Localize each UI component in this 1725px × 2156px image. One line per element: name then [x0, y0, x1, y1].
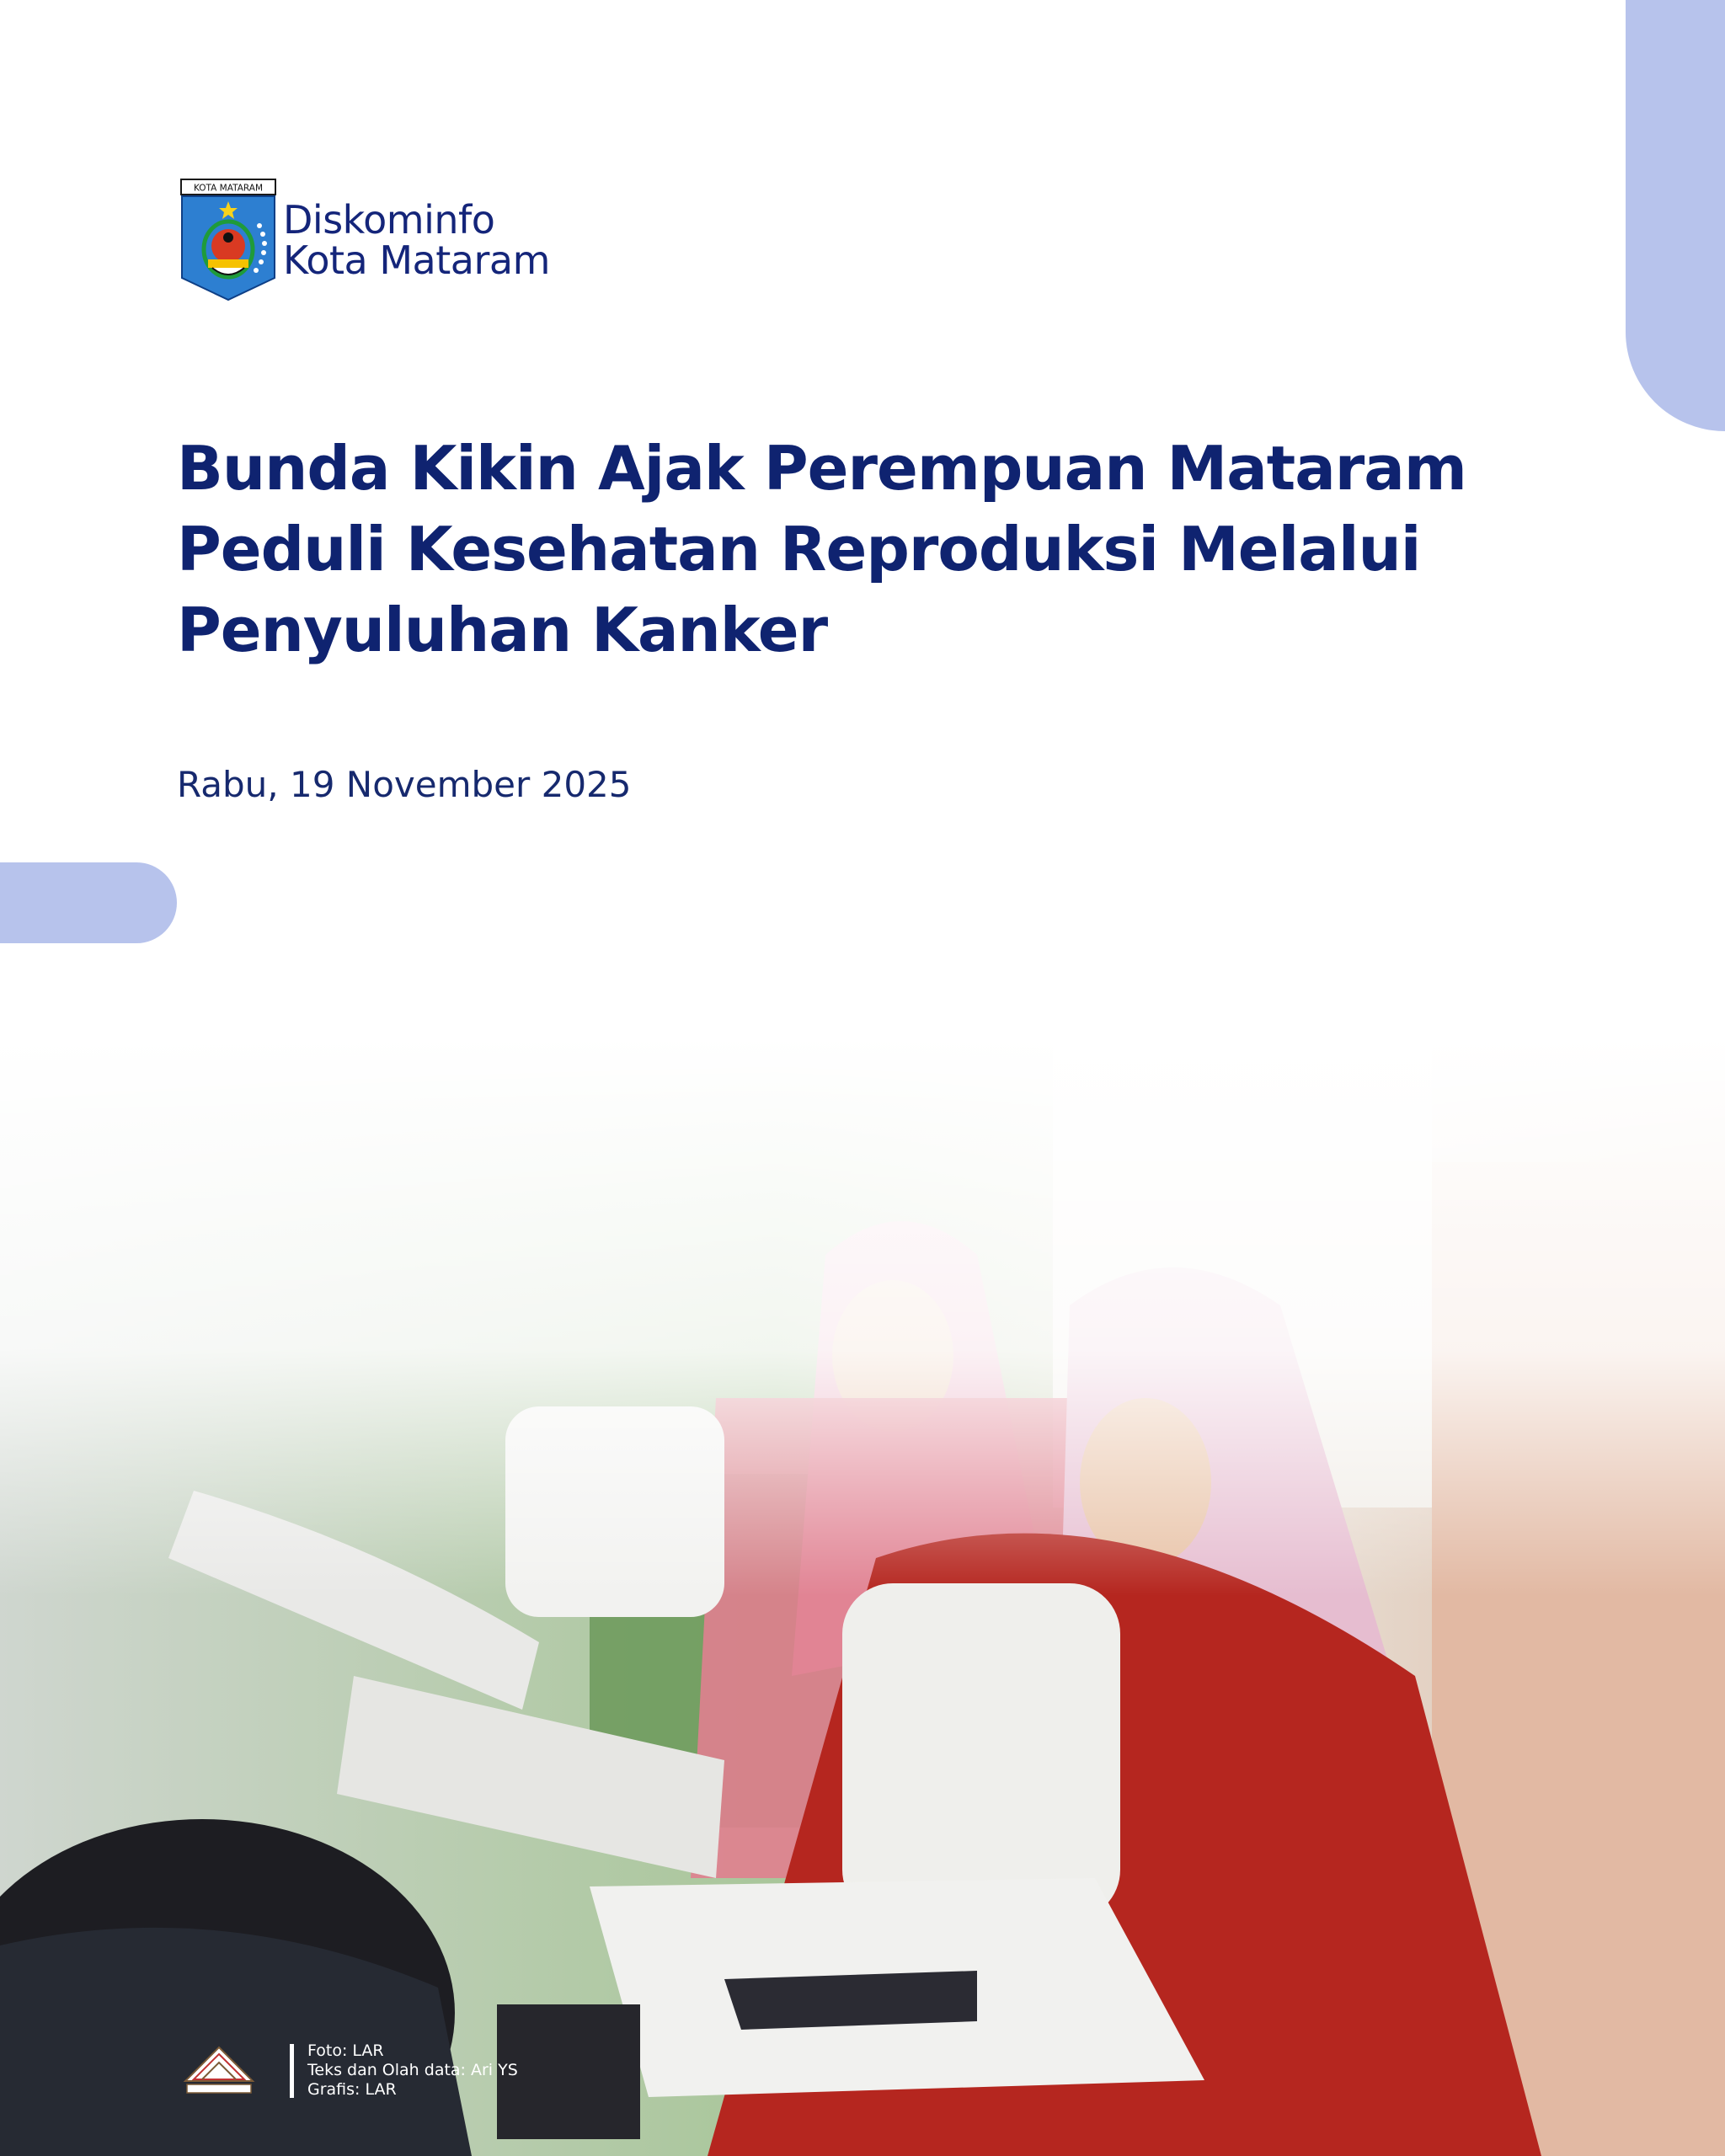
- headline-line: Penyuluhan Kanker: [177, 595, 828, 665]
- article-date: Rabu, 19 November 2025: [177, 764, 632, 805]
- decorative-pill-shape: [0, 862, 177, 943]
- credits-block: [182, 2041, 518, 2100]
- headline-line: Bunda Kikin Ajak Perempuan Mataram: [177, 433, 1466, 504]
- credit-divider: [290, 2044, 294, 2098]
- graphics-credit: Grafis: LAR: [307, 2080, 397, 2099]
- brand-logo: [180, 179, 550, 302]
- photo-credit: Foto: LAR: [307, 2041, 384, 2060]
- kota-mataram-crest-icon: [180, 179, 276, 302]
- brand-name-line2: Kota Mataram: [283, 237, 550, 283]
- article-headline: [177, 428, 1609, 670]
- text-credit: Teks dan Olah data: Ari YS: [307, 2061, 518, 2079]
- svg-text:KOTA MATARAM: KOTA MATARAM: [193, 183, 264, 194]
- brand-name-line1: Diskominfo: [283, 197, 495, 243]
- mataram-partner-logo-icon: [182, 2044, 256, 2098]
- event-photo: [0, 1036, 1725, 2156]
- decorative-corner-shape: [1626, 0, 1725, 431]
- headline-line: Peduli Kesehatan Reproduksi Melalui: [177, 514, 1421, 584]
